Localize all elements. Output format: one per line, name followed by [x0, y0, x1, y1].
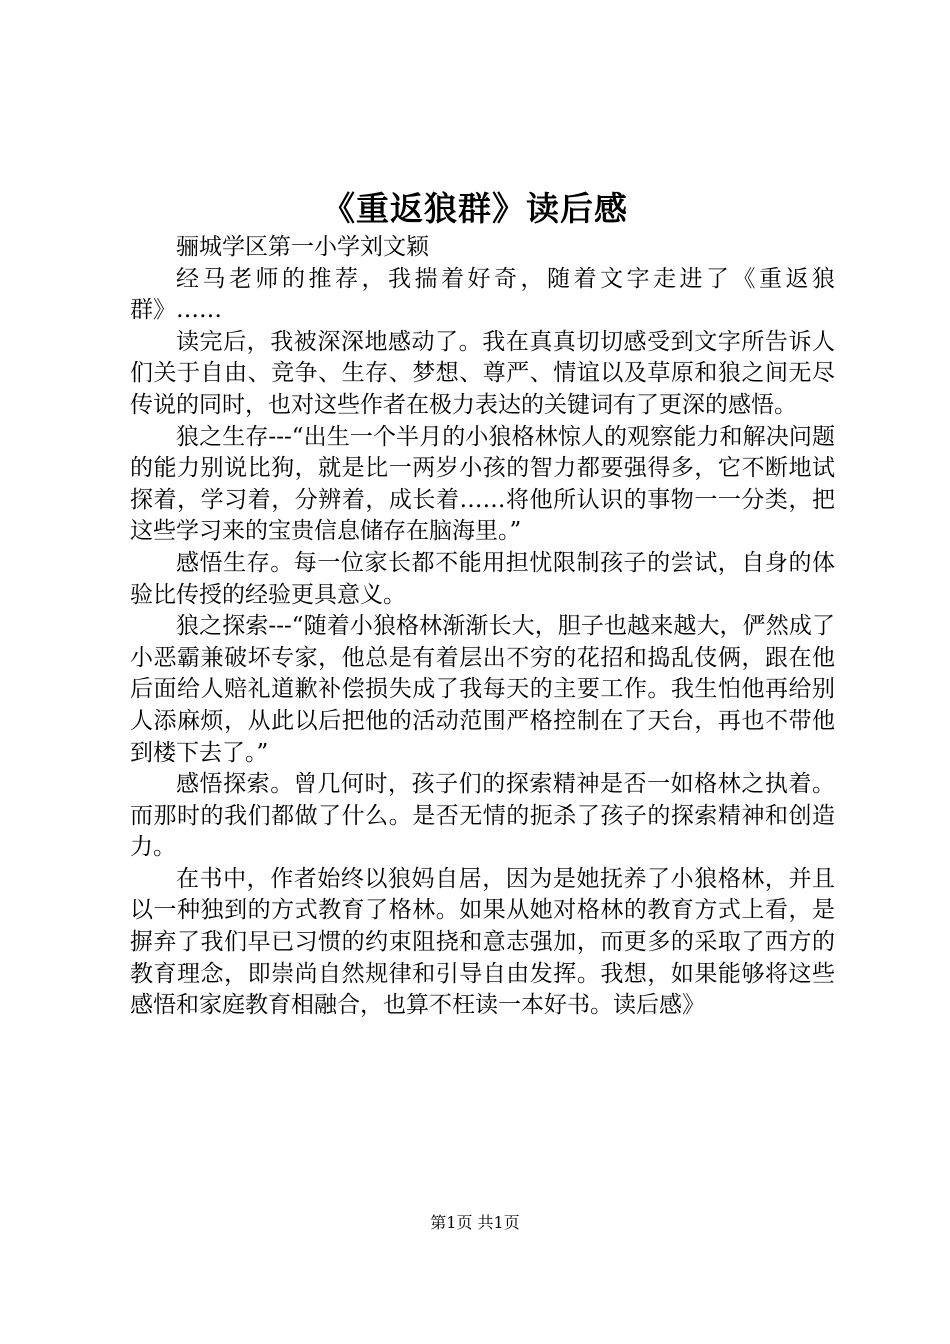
document-body	[130, 232, 835, 1022]
paragraph: 感悟生存。每一位家长都不能用担忧限制孩子的尝试，自身的体验比传授的经验更具意义。	[130, 549, 835, 608]
paragraph: 在书中，作者始终以狼妈自居，因为是她抚养了小狼格林，并且以一种独到的方式教育了格林。如果从她对格林的教育方式上看，是摒弃了我们早已习惯的约束阻挠和意志强加，而更多的采取了西方的教育理念，即崇尚自然规律和引导自由发挥。我想，如果能够将这些感悟和家庭教育相融合，也算不枉读一本好书。读后感》	[130, 865, 835, 1019]
document-title: 《重返狼群》读后感	[322, 189, 628, 228]
paragraph: 读完后，我被深深地感动了。我在真真切切感受到文字所告诉人们关于自由、竞争、生存、梦想、尊严、情谊以及草原和狼之间无尽传说的同时，也对这些作者在极力表达的关键词有了更深的感悟。	[130, 328, 835, 418]
paragraph: 经马老师的推荐，我揣着好奇，随着文字走进了《重返狼群》……	[130, 265, 835, 324]
page-footer: 第1页 共1页	[430, 1213, 520, 1232]
paragraph: 狼之生存---“出生一个半月的小狼格林惊人的观察能力和解决问题的能力别说比狗，就是比一两岁小孩的智力都要强得多，它不断地试探着，学习着，分辨着，成长着……将他所认识的事物一一分类，把这些学习来的宝贵信息储存在脑海里。”	[130, 423, 835, 545]
author-line: 骊城学区第一小学刘文颖	[176, 234, 429, 260]
paragraph: 感悟探索。曾几何时，孩子们的探索精神是否一如格林之执着。而那时的我们都做了什么。是否无情的扼杀了孩子的探索精神和创造力。	[130, 771, 835, 861]
paragraph: 狼之探索---“随着小狼格林渐渐长大，胆子也越来越大，俨然成了小恶霸兼破坏专家，他总是有着层出不穷的花招和捣乱伎俩，跟在他后面给人赔礼道歉补偿损失成了我每天的主要工作。我生怕他再给别人添麻烦，从此以后把他的活动范围严格控制在了天台，再也不带他到楼下去了。”	[130, 613, 835, 766]
